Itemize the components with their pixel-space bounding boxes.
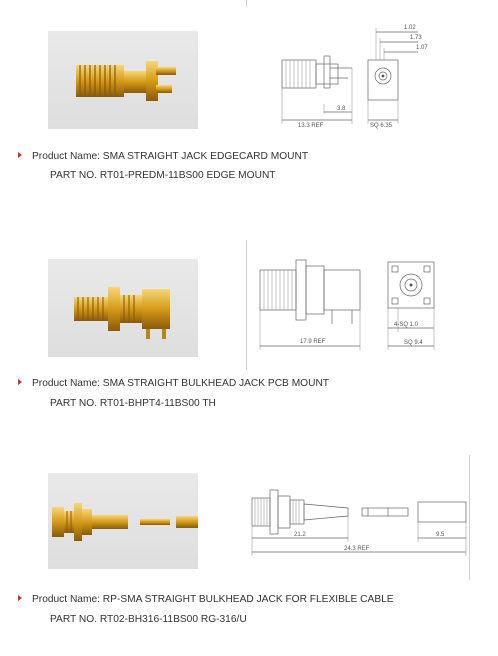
dim-label: SQ 9.4 <box>404 340 423 346</box>
part-number-line <box>50 170 276 181</box>
bullet-arrow-icon <box>18 152 22 158</box>
part-number: RT02-BH316-11BS00 RG-316/U <box>99 614 247 625</box>
product-name-label: Product Name: <box>32 594 100 605</box>
technical-drawing-rp-sma-bulkhead-cable <box>238 476 470 560</box>
technical-drawing-edgecard-mount <box>268 16 428 134</box>
dim-label: 24.3 REF <box>344 546 370 552</box>
bullet-arrow-icon <box>18 379 22 385</box>
part-number-label: PART NO. <box>50 614 97 625</box>
part-number-line <box>50 398 216 409</box>
divider-line <box>246 240 247 370</box>
product-name-label: Product Name: <box>32 378 100 389</box>
product-photo-bulkhead-pcb-mount <box>48 259 198 357</box>
dim-label: 4-SQ 1.0 <box>394 322 419 328</box>
dim-label: 1.02 <box>404 25 416 31</box>
dim-label: 13.3 REF <box>298 123 324 129</box>
part-number-label: PART NO. <box>50 398 97 409</box>
product-name-line <box>18 594 394 605</box>
part-number-label: PART NO. <box>50 170 97 181</box>
dim-label: 3.8 <box>337 106 346 112</box>
dim-label: 21.2 <box>294 532 306 538</box>
product-name: RP-SMA STRAIGHT BULKHEAD JACK FOR FLEXIBLE CABLE <box>102 594 394 605</box>
bullet-arrow-icon <box>18 595 22 601</box>
dim-label: 1.73 <box>410 35 422 41</box>
product-name: SMA STRAIGHT BULKHEAD JACK PCB MOUNT <box>102 378 330 389</box>
dim-label: 1.07 <box>416 45 428 51</box>
technical-drawing-bulkhead-pcb-mount <box>254 248 464 358</box>
product-name-line <box>18 378 329 389</box>
divider-line <box>246 0 247 6</box>
dim-label: 9.5 <box>436 532 445 538</box>
part-number-line <box>50 614 247 625</box>
dim-label: 17.9 REF <box>300 339 326 345</box>
product-photo-edgecard-mount <box>48 31 198 129</box>
product-name-label: Product Name: <box>32 151 100 162</box>
dim-label: SQ 6.35 <box>370 123 393 129</box>
product-name: SMA STRAIGHT JACK EDGECARD MOUNT <box>102 151 309 162</box>
product-name-line <box>18 151 308 162</box>
product-photo-rp-sma-bulkhead-cable <box>48 473 198 569</box>
part-number: RT01-PREDM-11BS00 EDGE MOUNT <box>99 170 276 181</box>
part-number: RT01-BHPT4-11BS00 TH <box>99 398 216 409</box>
